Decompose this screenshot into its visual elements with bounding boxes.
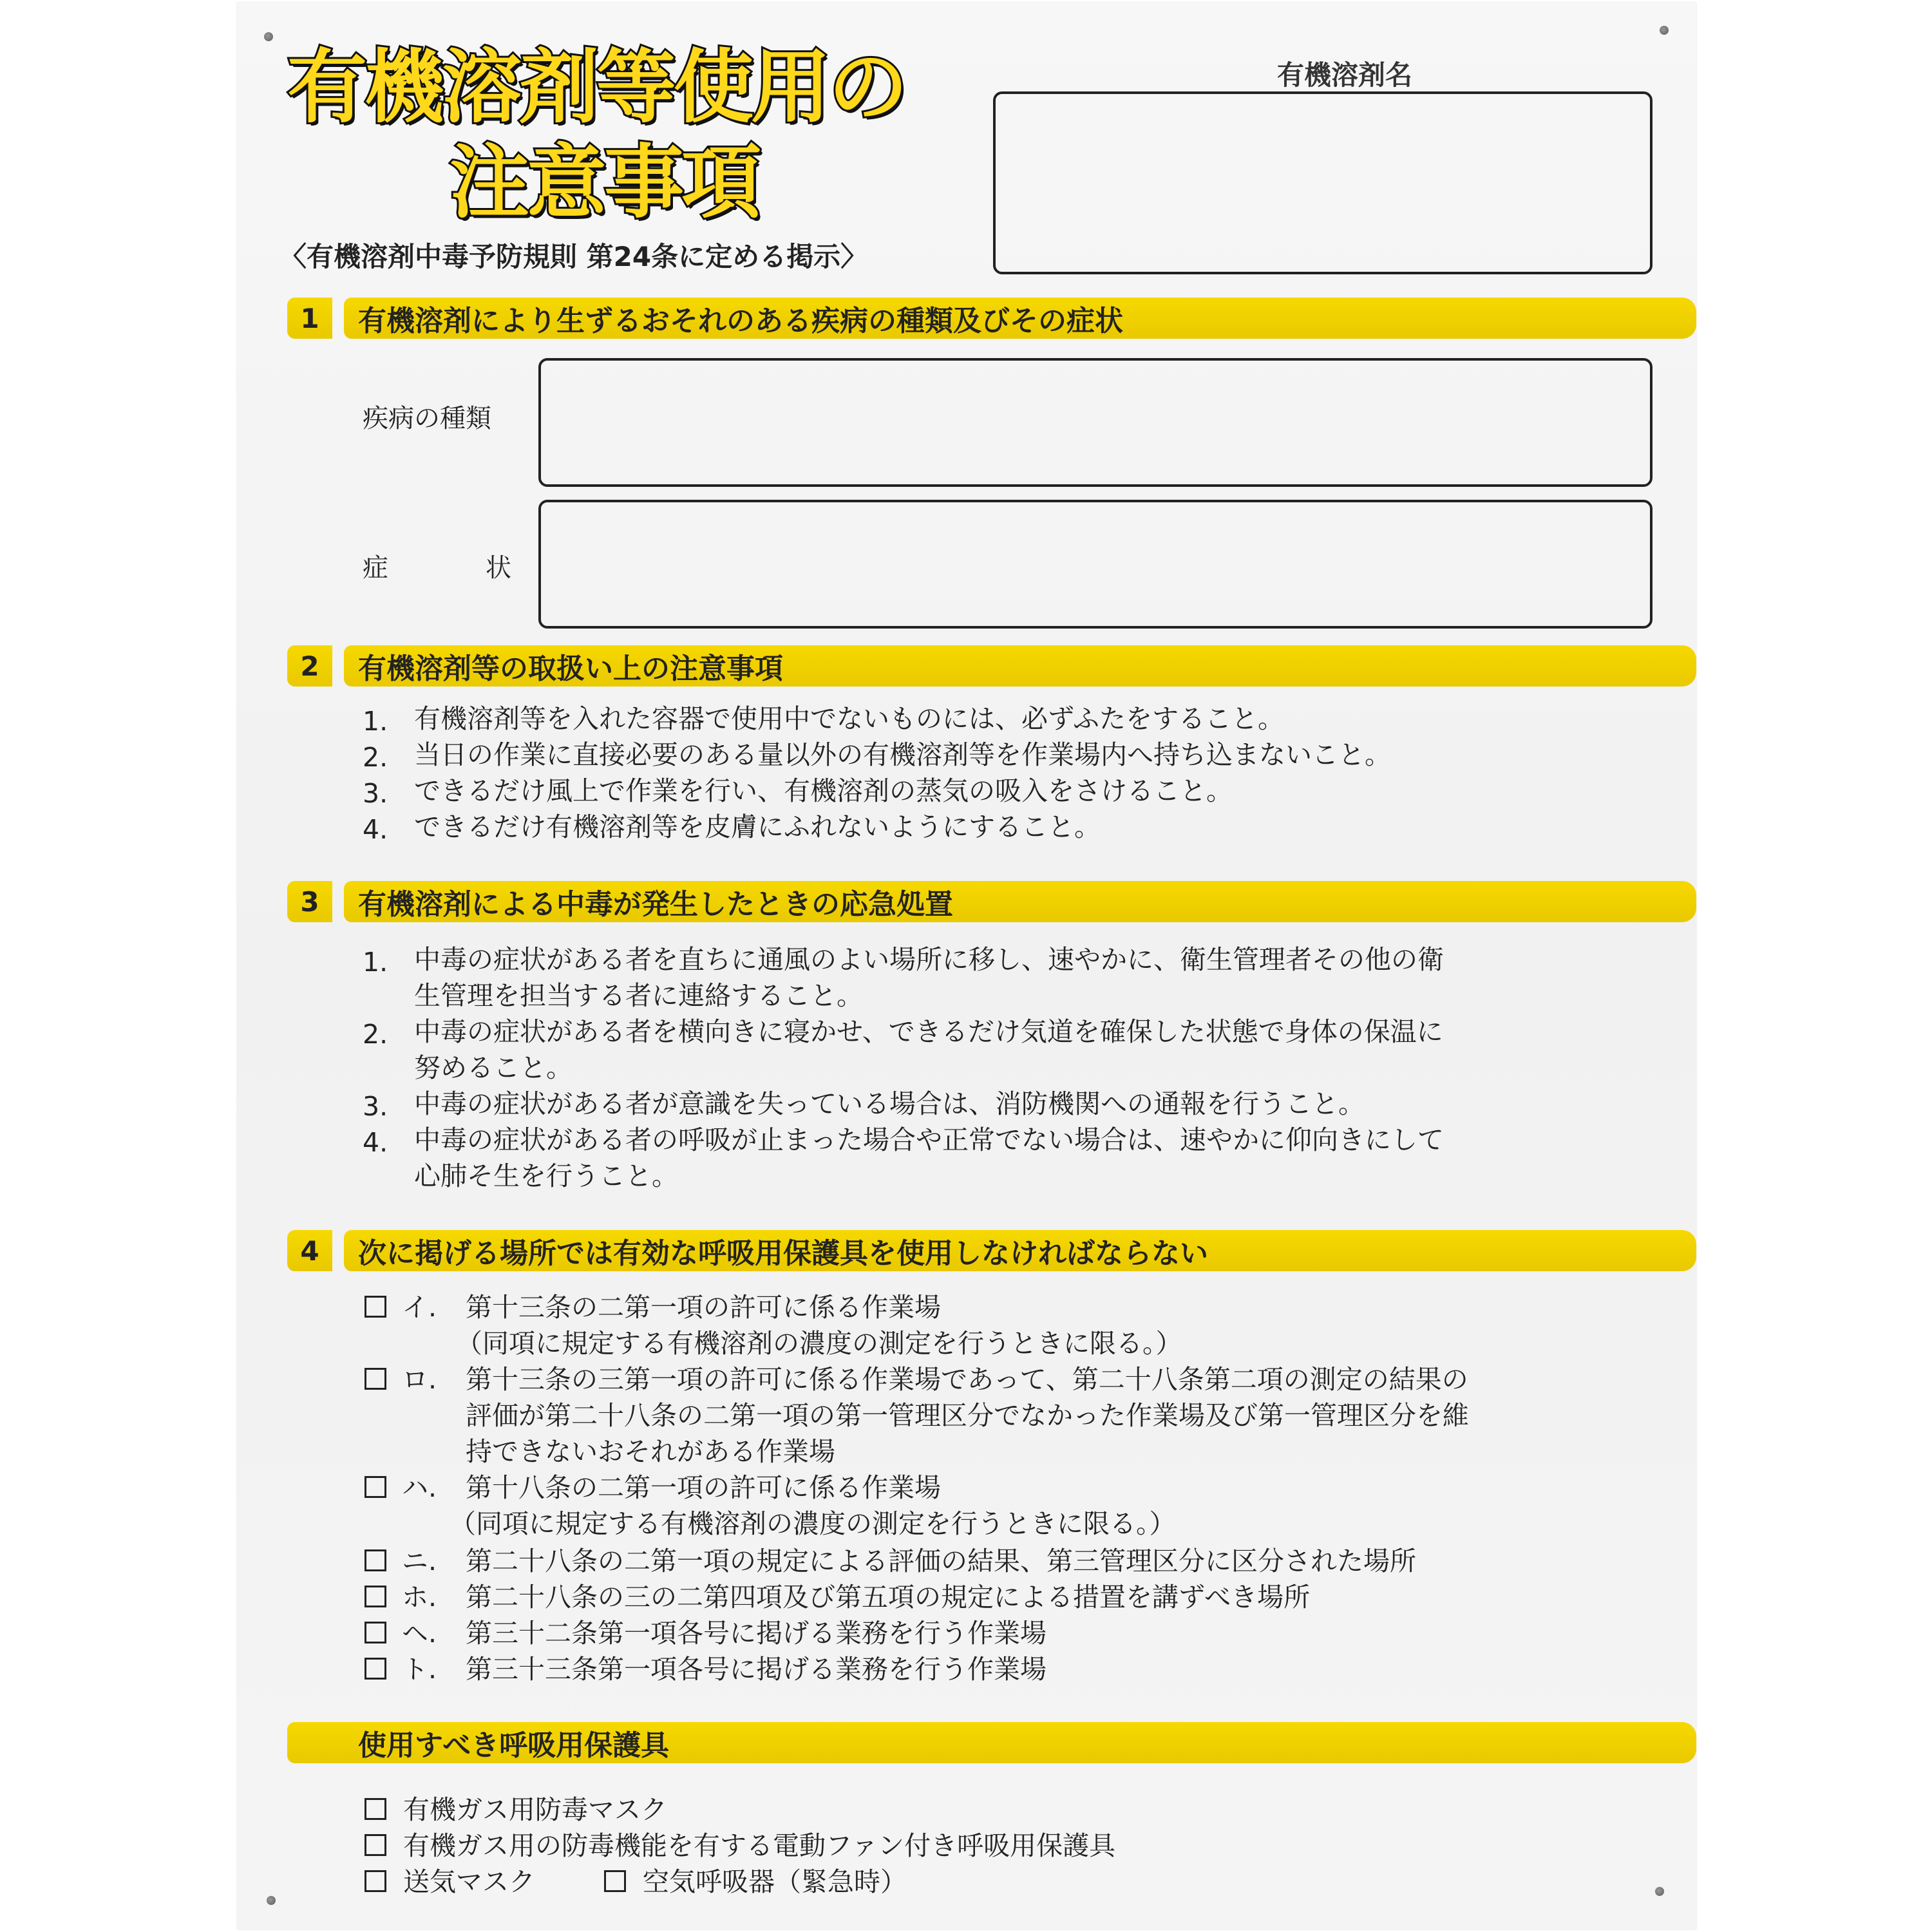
list-item-number: 3. bbox=[363, 1091, 388, 1122]
list-item: 中毒の症状がある者が意識を失っている場合は、消防機関への通報を行うこと。 bbox=[414, 1088, 1365, 1119]
disease-type-field[interactable] bbox=[538, 358, 1653, 487]
list-item: 中毒の症状がある者を横向きに寝かせ、できるだけ気道を確保した状態で身体の保温に bbox=[414, 1016, 1443, 1047]
location-item: 評価が第二十八条の二第一項の第一管理区分でなかった作業場及び第一管理区分を維 bbox=[466, 1400, 1469, 1431]
location-checkbox[interactable] bbox=[365, 1658, 386, 1680]
location-mark: ホ. bbox=[402, 1582, 437, 1613]
mounting-hole bbox=[1660, 26, 1669, 35]
list-item: 有機溶剤等を入れた容器で使用中でないものには、必ずふたをすること。 bbox=[414, 703, 1284, 734]
page-title-line2: 注意事項 bbox=[450, 137, 759, 229]
location-item: 第三十二条第一項各号に掲げる業務を行う作業場 bbox=[466, 1618, 1046, 1649]
section1-number: 1 bbox=[287, 298, 332, 339]
location-checkbox[interactable] bbox=[365, 1476, 386, 1498]
respirator-heading: 使用すべき呼吸用保護具 bbox=[287, 1722, 1696, 1763]
list-item-number: 2. bbox=[363, 742, 388, 773]
location-checkbox[interactable] bbox=[365, 1368, 386, 1390]
list-item-number: 1. bbox=[363, 947, 388, 978]
respirator-checkbox[interactable] bbox=[604, 1870, 626, 1892]
location-mark: ト. bbox=[402, 1654, 437, 1685]
list-item: 当日の作業に直接必要のある量以外の有機溶剤等を作業場内へ持ち込まないこと。 bbox=[414, 739, 1391, 770]
notice-board bbox=[237, 3, 1696, 1929]
respirator-item: 有機ガス用防毒マスク bbox=[403, 1794, 667, 1825]
symptom-label-a: 症 bbox=[363, 553, 388, 583]
location-mark: ヘ. bbox=[402, 1618, 437, 1649]
list-item: 心肺そ生を行うこと。 bbox=[414, 1160, 678, 1191]
list-item: できるだけ風上で作業を行い、有機溶剤の蒸気の吸入をさけること。 bbox=[414, 775, 1233, 806]
location-checkbox[interactable] bbox=[365, 1586, 386, 1607]
section4-number: 4 bbox=[287, 1230, 332, 1271]
location-item: （同項に規定する有機溶剤の濃度の測定を行うときに限る。） bbox=[450, 1508, 1176, 1539]
location-item: （同項に規定する有機溶剤の濃度の測定を行うときに限る。） bbox=[456, 1328, 1182, 1359]
solvent-name-label: 有機溶剤名 bbox=[1276, 59, 1412, 91]
respirator-checkbox[interactable] bbox=[365, 1798, 386, 1820]
location-mark: ニ. bbox=[402, 1546, 437, 1577]
respirator-item: 有機ガス用の防毒機能を有する電動ファン付き呼吸用保護具 bbox=[403, 1830, 1116, 1861]
location-checkbox[interactable] bbox=[365, 1296, 386, 1318]
location-item: 第二十八条の三の二第四項及び第五項の規定による措置を講ずべき場所 bbox=[466, 1582, 1311, 1613]
page-title-line1: 有機溶剤等使用の bbox=[287, 41, 906, 134]
location-mark: ハ. bbox=[402, 1472, 437, 1503]
location-item: 第二十八条の二第一項の規定による評価の結果、第三管理区分に区分された場所 bbox=[466, 1546, 1416, 1577]
section3-heading: 有機溶剤による中毒が発生したときの応急処置 bbox=[344, 881, 1696, 922]
page-subtitle: 〈有機溶剤中毒予防規則 第24条に定める掲示〉 bbox=[279, 241, 868, 272]
respirator-item: 空気呼吸器（緊急時） bbox=[643, 1866, 907, 1897]
list-item-number: 3. bbox=[363, 778, 388, 809]
list-item-number: 2. bbox=[363, 1019, 388, 1050]
mounting-hole bbox=[1655, 1887, 1664, 1896]
list-item-number: 4. bbox=[363, 814, 388, 845]
section1-heading: 有機溶剤により生ずるおそれのある疾病の種類及びその症状 bbox=[344, 298, 1696, 339]
list-item: 生管理を担当する者に連絡すること。 bbox=[414, 980, 863, 1011]
mounting-hole bbox=[267, 1896, 276, 1905]
respirator-checkbox[interactable] bbox=[365, 1834, 386, 1856]
disease-type-label: 疾病の種類 bbox=[363, 404, 491, 433]
location-mark: ロ. bbox=[402, 1364, 437, 1395]
section4-heading: 次に掲げる場所では有効な呼吸用保護具を使用しなければならない bbox=[344, 1230, 1696, 1271]
section2-number: 2 bbox=[287, 645, 332, 687]
solvent-name-field[interactable] bbox=[993, 91, 1653, 274]
location-item: 持できないおそれがある作業場 bbox=[466, 1436, 835, 1467]
respirator-item: 送気マスク bbox=[403, 1866, 535, 1897]
list-item: できるだけ有機溶剤等を皮膚にふれないようにすること。 bbox=[414, 811, 1101, 842]
list-item: 中毒の症状がある者を直ちに通風のよい場所に移し、速やかに、衛生管理者その他の衛 bbox=[414, 944, 1444, 975]
symptom-field[interactable] bbox=[538, 500, 1653, 629]
list-item: 努めること。 bbox=[414, 1052, 573, 1083]
location-item: 第十三条の三第一項の許可に係る作業場であって、第二十八条第二項の測定の結果の bbox=[466, 1364, 1468, 1395]
location-checkbox[interactable] bbox=[365, 1549, 386, 1571]
location-item: 第三十三条第一項各号に掲げる業務を行う作業場 bbox=[466, 1654, 1046, 1685]
location-checkbox[interactable] bbox=[365, 1622, 386, 1643]
respirator-checkbox[interactable] bbox=[365, 1870, 386, 1892]
list-item: 中毒の症状がある者の呼吸が止まった場合や正常でない場合は、速やかに仰向きにして bbox=[414, 1124, 1444, 1155]
location-item: 第十八条の二第一項の許可に係る作業場 bbox=[466, 1472, 941, 1503]
mounting-hole bbox=[264, 32, 273, 41]
location-mark: イ. bbox=[402, 1292, 437, 1323]
list-item-number: 1. bbox=[363, 706, 388, 737]
location-item: 第十三条の二第一項の許可に係る作業場 bbox=[466, 1292, 941, 1323]
section3-number: 3 bbox=[287, 881, 332, 922]
symptom-label-b: 状 bbox=[486, 553, 511, 583]
section2-heading: 有機溶剤等の取扱い上の注意事項 bbox=[344, 645, 1696, 687]
list-item-number: 4. bbox=[363, 1127, 388, 1158]
